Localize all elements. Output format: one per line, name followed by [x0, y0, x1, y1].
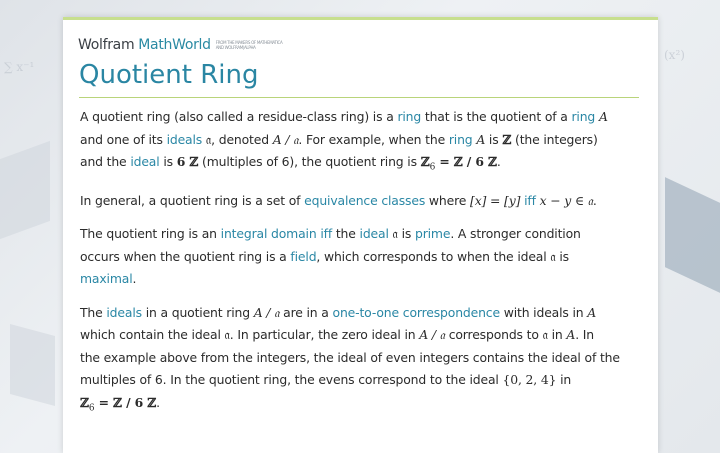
background-shape [0, 141, 50, 239]
background-formula: (x²) [664, 48, 685, 62]
background-formula: ∑ x⁻¹ [4, 60, 35, 74]
link-ideals[interactable]: ideals [166, 131, 203, 147]
paragraph-1: A quotient ring (also called a residue-class ring) is a ring that is the quotient of a ring A and one of its ideals 𝔞, denoted A / 𝔞. For example, when the ring A is ℤ (the integers) and the ideal is 6 ℤ (multiples of 6), the quotient ring is ℤ$_6$ = ℤ / 6 ℤ. [80, 109, 608, 173]
link-prime[interactable]: prime [414, 226, 451, 242]
article-page [63, 17, 658, 453]
logo-mathworld: MathWorld [138, 37, 211, 53]
logo-tagline: FROM THE MAKERS OF MATHEMATICA AND WOLFRAM|ALPHA [215, 40, 283, 50]
link-ideal[interactable]: ideal [130, 154, 160, 169]
site-logo[interactable] [78, 37, 286, 53]
link-ring[interactable]: ring [571, 109, 596, 124]
logo-wolfram: Wolfram [78, 37, 135, 53]
paragraph-3: The quotient ring is an integral domain iff the ideal 𝔞 is prime. A stronger condition occurs when the quotient ring is a field, which corresponds to when the ideal 𝔞 is maximal. [80, 226, 581, 287]
link-ring[interactable]: ring [448, 131, 473, 147]
link-iff[interactable]: iff [524, 192, 536, 208]
link-ideals[interactable]: ideals [106, 304, 142, 320]
link-integral-domain[interactable]: integral domain [220, 226, 317, 242]
link-equivalence-classes[interactable]: equivalence classes [304, 192, 426, 208]
article-body [80, 106, 648, 431]
background-shape [665, 177, 720, 293]
link-ring[interactable]: ring [397, 109, 422, 124]
paragraph-2: In general, a quotient ring is a set of equivalence classes where [x] = [y] iff x − y ∈ 𝔞. [80, 192, 597, 208]
link-maximal[interactable]: maximal [80, 271, 133, 287]
link-field[interactable]: field [290, 248, 317, 264]
title-divider [79, 97, 639, 98]
link-one-to-one-correspondence[interactable]: one-to-one correspondence [332, 304, 500, 320]
page-title: Quotient Ring [79, 60, 259, 90]
paragraph-4: The ideals in a quotient ring A / 𝔞 are in a one-to-one correspondence with ideals in A which contain the ideal 𝔞. In particular, the zero ideal in A / 𝔞 corresponds to 𝔞 in A. In the example above from the integers, the ideal of even integers contains the ideal of the multiples of 6. In the quotient ring, the evens correspond to the ideal {0, 2, 4} in ℤ$_6$ = ℤ / 6 ℤ. [80, 304, 620, 414]
background-shape [10, 324, 55, 406]
link-ideal[interactable]: ideal [359, 226, 389, 242]
link-iff[interactable]: iff [320, 226, 333, 242]
